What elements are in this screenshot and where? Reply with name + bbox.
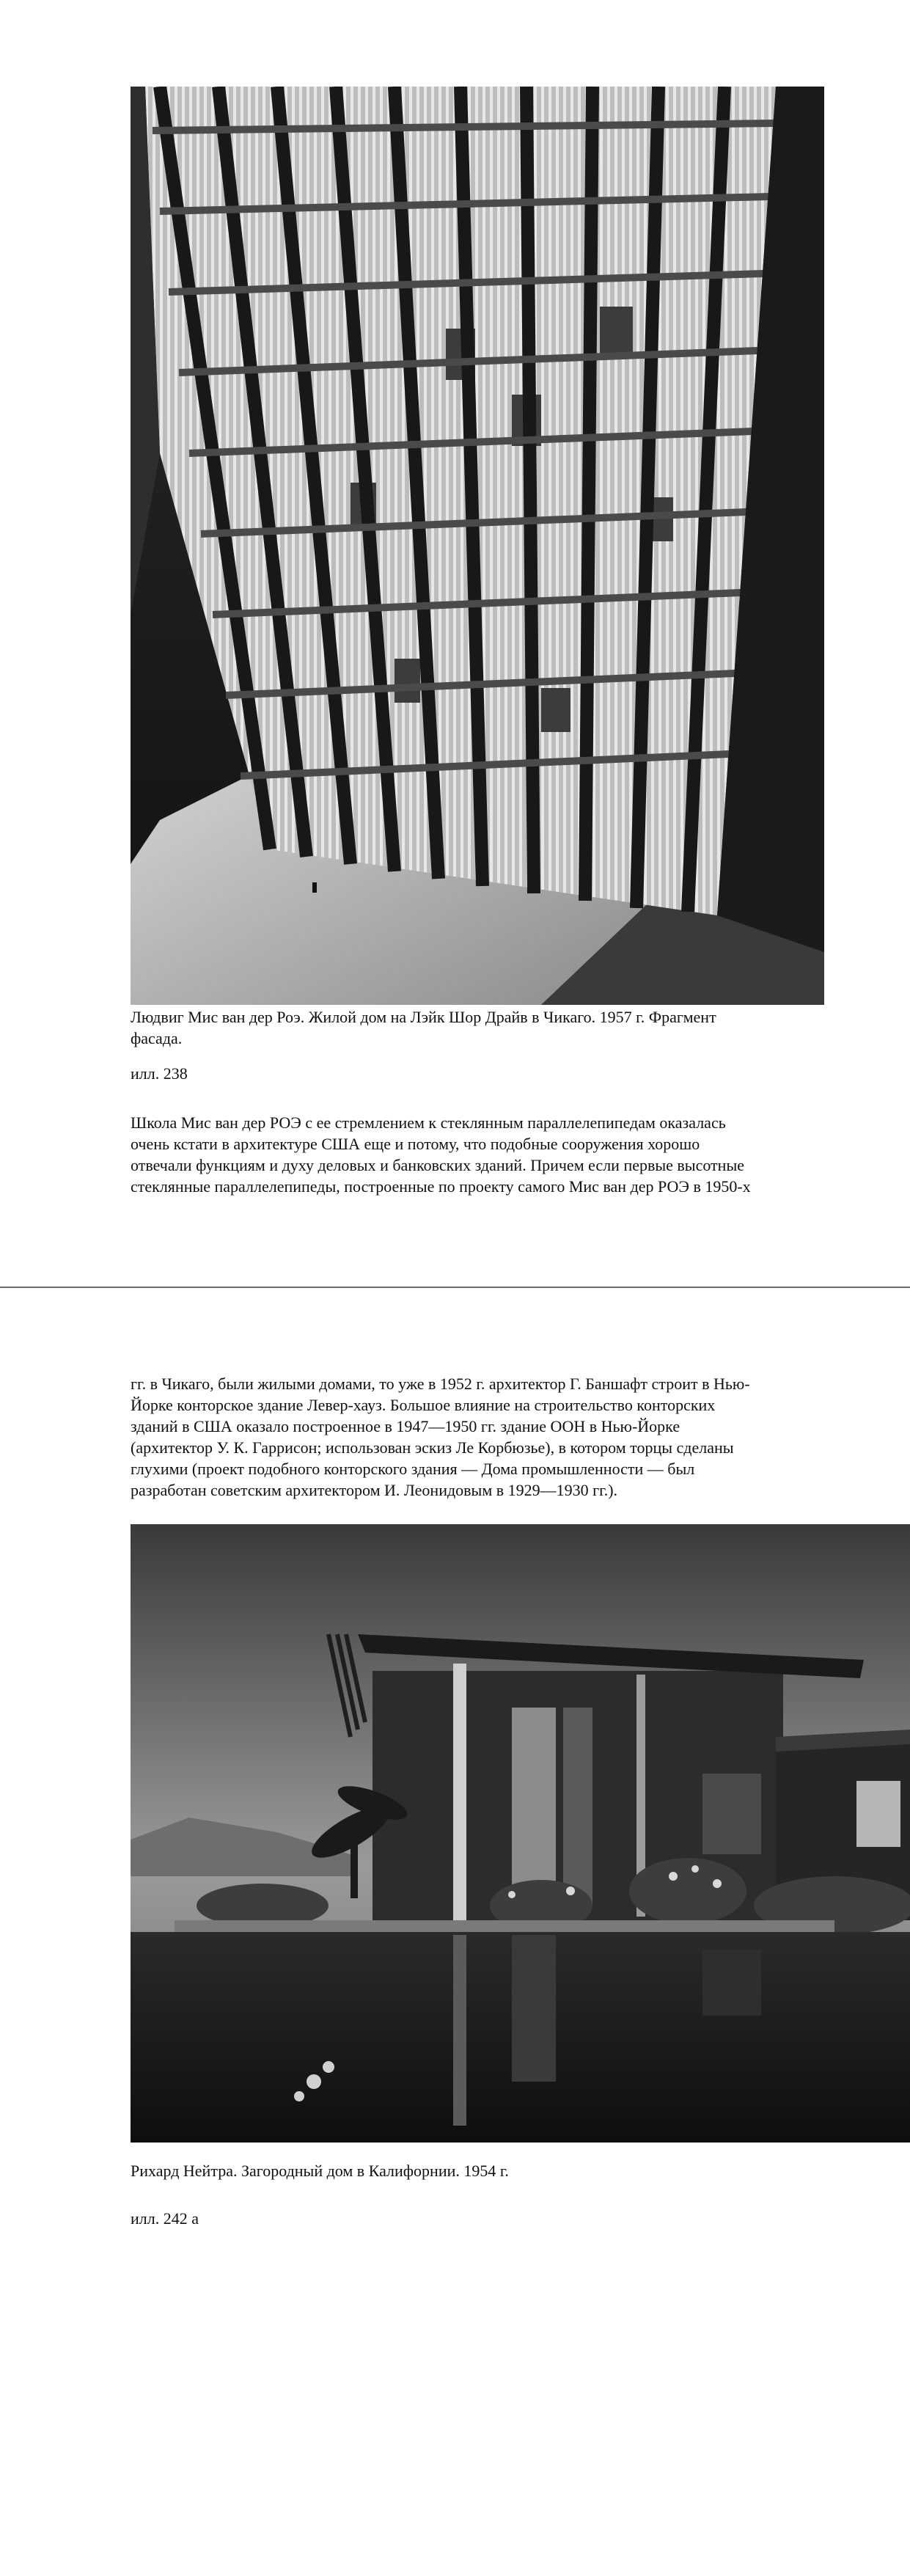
paragraph-line: глухими (проект подобного конторского здания — Дома промышленности — был bbox=[131, 1460, 695, 1478]
body-paragraph-2 bbox=[131, 1373, 750, 1501]
caption-line: фасада. bbox=[131, 1029, 183, 1047]
illustration-ref-242a: илл. 242 а bbox=[131, 2209, 199, 2228]
caption-line: Людвиг Мис ван дер Роэ. Жилой дом на Лэйк Шор Драйв в Чикаго. 1957 г. Фрагмент bbox=[131, 1008, 716, 1026]
caption-figure-238 bbox=[131, 1006, 716, 1049]
paragraph-line: Школа Мис ван дер РОЭ с ее стремлением к стеклянным параллелепипедам оказалась bbox=[131, 1113, 726, 1132]
caption-figure-242a: Рихард Нейтра. Загородный дом в Калифорнии. 1954 г. bbox=[131, 2162, 509, 2180]
paragraph-line: Йорке конторское здание Левер-хауз. Большое влияние на строительство конторских bbox=[131, 1396, 716, 1414]
house-illustration bbox=[131, 1524, 910, 2143]
paragraph-line: отвечали функциям и духу деловых и банковских зданий. Причем если первые высотные bbox=[131, 1156, 744, 1174]
photo-lake-shore-drive-facade bbox=[131, 87, 824, 1005]
page-2 bbox=[0, 1288, 910, 2576]
paragraph-line: гг. в Чикаго, были жилыми домами, то уже в 1952 г. архитектор Г. Баншафт строит в Нью- bbox=[131, 1375, 750, 1393]
photo-neutra-country-house bbox=[131, 1524, 910, 2143]
paragraph-line: стеклянные параллелепипеды, построенные по проекту самого Мис ван дер РОЭ в 1950-х bbox=[131, 1177, 751, 1196]
paragraph-line: (архитектор У. К. Гаррисон; использован эскиз Ле Корбюзье), в котором торцы сделаны bbox=[131, 1438, 734, 1457]
paragraph-line: очень кстати в архитектуре США еще и потому, что подобные сооружения хорошо bbox=[131, 1135, 700, 1153]
facade-illustration bbox=[131, 87, 824, 1005]
body-paragraph-1 bbox=[131, 1112, 751, 1197]
illustration-ref-238: илл. 238 bbox=[131, 1064, 188, 1083]
paragraph-line: разработан советским архитектором И. Леонидовым в 1929—1930 гг.). bbox=[131, 1481, 618, 1499]
paragraph-line: зданий в США оказало построенное в 1947—1950 гг. здание ООН в Нью-Йорке bbox=[131, 1417, 680, 1435]
